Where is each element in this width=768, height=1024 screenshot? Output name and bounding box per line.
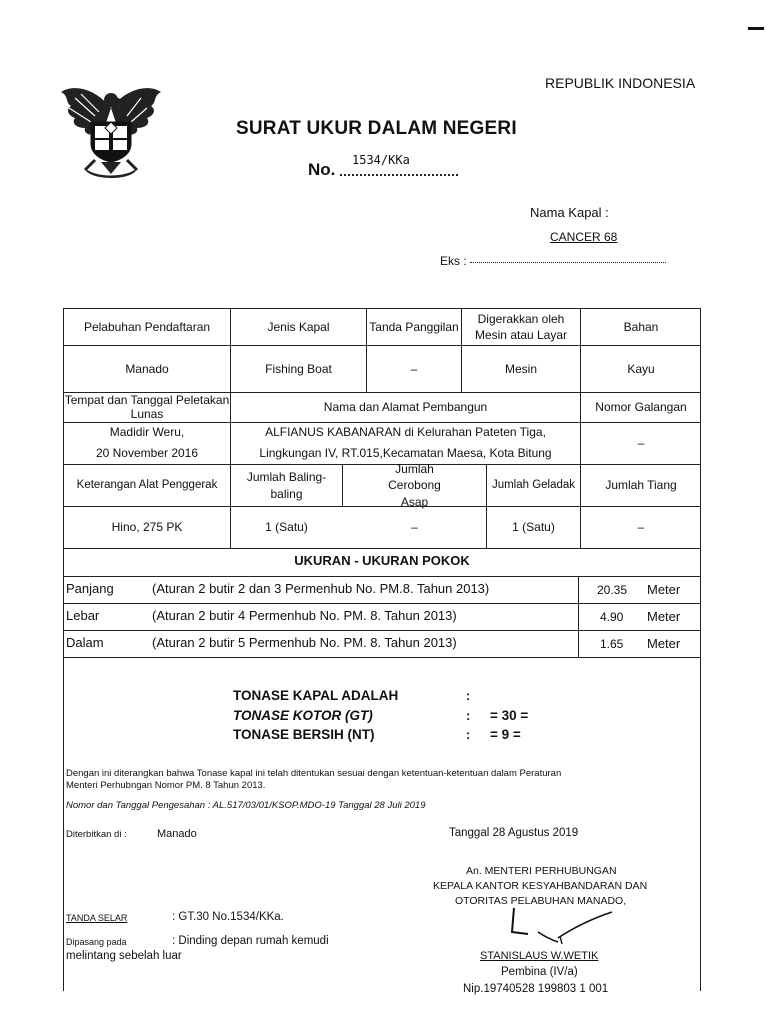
ratification-info: Nomor dan Tanggal Pengesahan : AL.517/03/01/KSOP.MDO-19 Tanggal 28 Juli 2019	[66, 800, 426, 811]
placement-value-line2: melintang sebelah luar	[66, 950, 182, 962]
dimension-rule: (Aturan 2 butir 2 dan 3 Permenhub No. PM.8. Tahun 2013)	[152, 581, 490, 596]
dimension-rule: (Aturan 2 butir 4 Permenhub No. PM. 8. Tahun 2013)	[152, 608, 457, 623]
header-funnels: Jumlah Cerobong Asap	[388, 462, 441, 509]
table-line	[63, 576, 701, 577]
signatory-rank: Pembina (IV/a)	[501, 966, 578, 978]
tonnage-colon: :	[466, 708, 471, 723]
value-propellers: 1 (Satu)	[265, 520, 308, 535]
ex-name-dotted-line	[470, 262, 666, 263]
value-builder-line1: ALFIANUS KABANARAN di Kelurahan Pateten Tiga,	[265, 425, 546, 440]
header-masts: Jumlah Tiang	[605, 478, 677, 493]
registration-mark-value: : GT.30 No.1534/KKa.	[172, 911, 284, 923]
header-decks: Jumlah Geladak	[491, 478, 576, 491]
dimension-name: Lebar	[66, 608, 100, 623]
header-propellers: Jumlah Baling-baling	[246, 470, 327, 501]
table-line	[578, 576, 579, 657]
gross-tonnage-value: = 30 =	[490, 708, 529, 723]
header-propulsion-detail: Keterangan Alat Penggerak	[76, 478, 218, 491]
ship-name-label: Nama Kapal :	[530, 205, 609, 220]
tonnage-heading: TONASE KAPAL ADALAH	[233, 688, 399, 703]
document-title: SURAT UKUR DALAM NEGERI	[236, 118, 517, 139]
value-ship-type: Fishing Boat	[265, 361, 332, 376]
header-registry-port: Pelabuhan Pendaftaran	[83, 319, 211, 334]
dimension-unit: Meter	[647, 582, 681, 597]
value-keel-place: Madidir Weru,	[109, 425, 185, 440]
gross-tonnage-label: TONASE KOTOR (GT)	[233, 708, 373, 723]
republic-label: REPUBLIK INDONESIA	[545, 75, 696, 91]
header-ship-type: Jenis Kapal	[267, 319, 330, 334]
placement-value: : Dinding depan rumah kemudi	[172, 935, 329, 947]
edge-mark	[748, 27, 764, 30]
value-propulsion: Mesin	[504, 361, 537, 376]
registration-mark-label: TANDA SELAR	[66, 913, 128, 923]
statement-line2: Menteri Perhubngan Nomor PM. 8 Tahun 2013.	[66, 780, 266, 791]
number-label: No.	[308, 160, 336, 179]
value-keel-date: 20 November 2016	[95, 446, 199, 461]
ex-name-label: Eks :	[440, 254, 467, 268]
value-funnels: –	[411, 520, 418, 535]
tonnage-colon: :	[466, 727, 471, 742]
ship-name-value: CANCER 68	[550, 230, 618, 244]
value-decks: 1 (Satu)	[512, 520, 555, 535]
dimension-rule: (Aturan 2 butir 5 Permenhub No. PM. 8. Tahun 2013)	[152, 635, 457, 650]
table-line	[63, 603, 701, 604]
signatory-name: STANISLAUS W.WETIK	[480, 950, 599, 962]
handwritten-signature-icon	[500, 898, 620, 950]
dimension-value: 4.90	[600, 610, 624, 624]
signature-line2: KEPALA KANTOR KESYAHBANDARAN DAN	[433, 880, 648, 892]
value-yard-number: –	[637, 436, 645, 451]
header-material: Bahan	[623, 319, 659, 334]
statement-line1: Dengan ini diterangkan bahwa Tonase kapal ini telah ditentukan sesuai dengan ketentuan-ketentuan dalam Peraturan	[66, 768, 562, 779]
dimension-value: 1.65	[600, 637, 624, 651]
garuda-emblem-icon	[55, 78, 167, 180]
signature-line3: OTORITAS PELABUHAN MANADO,	[455, 895, 627, 907]
number-value: 1534/KKa	[352, 153, 410, 167]
issued-at-label: Diterbitkan di :	[66, 829, 127, 840]
value-masts: –	[637, 520, 645, 535]
table-line	[63, 548, 701, 549]
dimensions-title: UKURAN - UKURAN POKOK	[294, 553, 470, 568]
header-propulsion: Digerakkan oleh Mesin atau Layar	[474, 311, 568, 342]
dimension-name: Dalam	[66, 635, 104, 650]
net-tonnage-label: TONASE BERSIH (NT)	[233, 727, 375, 742]
table-line	[63, 657, 701, 658]
header-keel-place-date: Tempat dan Tanggal Peletakan Lunas	[64, 392, 230, 421]
value-call-sign: –	[410, 361, 418, 376]
dimension-value: 20.35	[597, 583, 628, 597]
dimension-name: Panjang	[66, 581, 114, 596]
tonnage-colon: :	[466, 688, 471, 703]
value-builder-line2: Lingkungan IV, RT.015,Kecamatan Maesa, Kota Bitung	[259, 446, 552, 461]
header-yard-number: Nomor Galangan	[595, 400, 687, 415]
signatory-nip: Nip.19740528 199803 1 001	[463, 983, 609, 995]
value-registry-port: Manado	[125, 361, 169, 376]
issued-at-value: Manado	[157, 828, 197, 840]
value-propulsion-detail: Hino, 275 PK	[111, 520, 183, 535]
table-line	[63, 630, 701, 631]
dimension-unit: Meter	[647, 636, 681, 651]
header-call-sign: Tanda Panggilan	[369, 319, 459, 334]
dimension-unit: Meter	[647, 609, 681, 624]
net-tonnage-value: = 9 =	[490, 727, 521, 742]
value-material: Kayu	[627, 361, 655, 376]
signature-line1: An. MENTERI PERHUBUNGAN	[466, 865, 617, 877]
header-builder: Nama dan Alamat Pembangun	[323, 400, 488, 415]
placement-label: Dipasang pada	[66, 937, 127, 947]
issue-date: Tanggal 28 Agustus 2019	[449, 827, 579, 839]
